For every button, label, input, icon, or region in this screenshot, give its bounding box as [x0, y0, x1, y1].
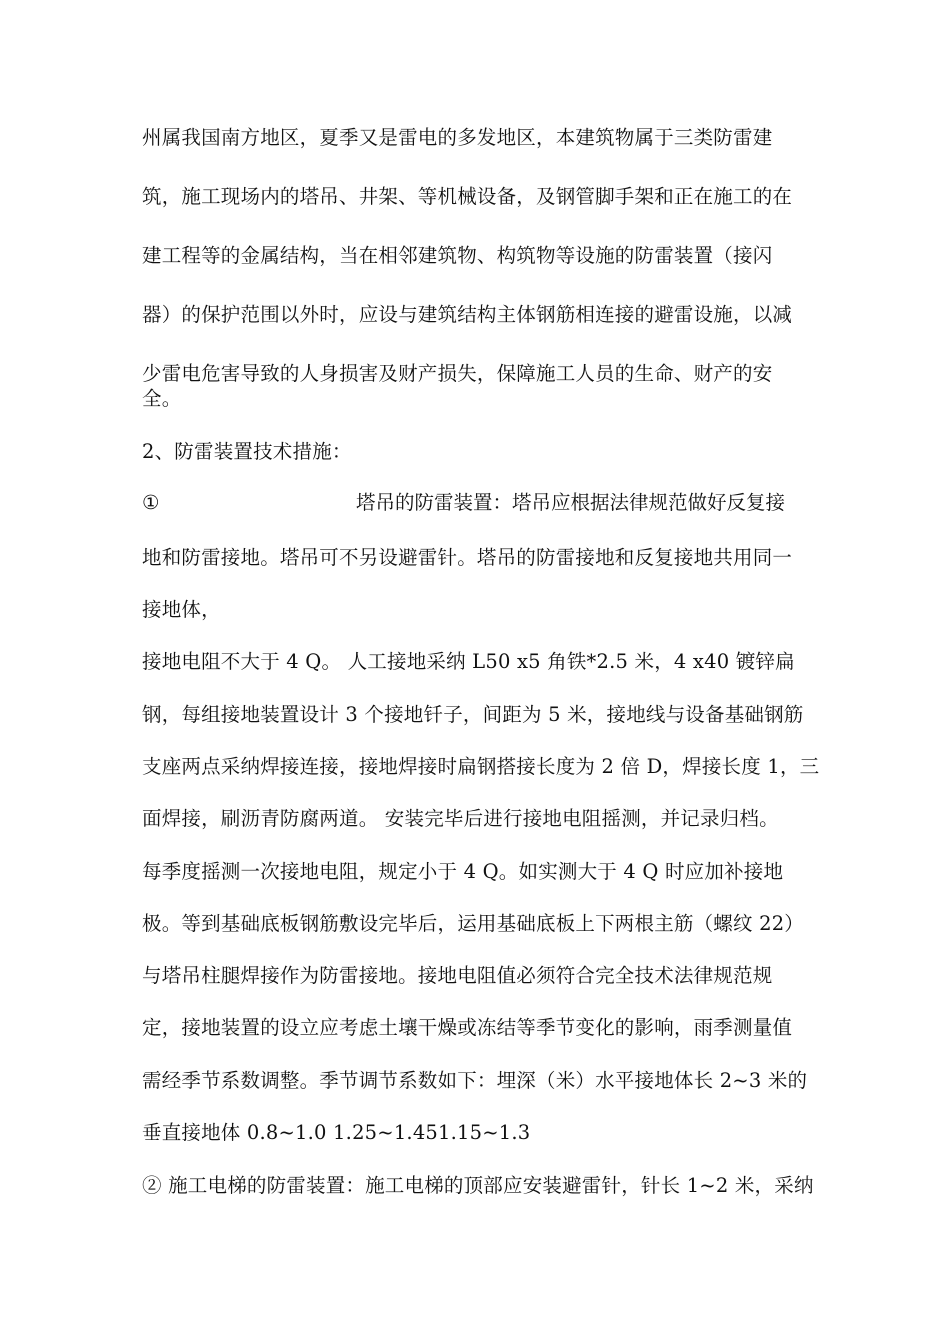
paragraph-line: 建工程等的金属结构，当在相邻建筑物、构筑物等设施的防雷装置（接闪 [142, 244, 773, 267]
paragraph-line: ② 施工电梯的防雷装置：施工电梯的顶部应安装避雷针，针长 1~2 米，采纳 [142, 1174, 814, 1197]
paragraph-line: 定，接地装置的设立应考虑土壤干燥或冻结等季节变化的影响，雨季测量值 [142, 1016, 793, 1039]
paragraph-line: 器）的保护范围以外时，应设与建筑结构主体钢筋相连接的避雷设施，以减 [142, 303, 793, 326]
paragraph-line: 少雷电危害导致的人身损害及财产损失，保障施工人员的生命、财产的安 [142, 362, 773, 385]
item-marker-1: ① [142, 491, 160, 514]
paragraph-line: 极。等到基础底板钢筋敷设完毕后，运用基础底板上下两根主筋（螺纹 22） [142, 912, 805, 935]
paragraph-line: 每季度摇测一次接地电阻，规定小于 4 Q。如实测大于 4 Q 时应加补接地 [142, 860, 784, 883]
paragraph-line: 需经季节系数调整。季节调节系数如下：埋深（米）水平接地体长 2~3 米的 [142, 1069, 808, 1092]
item-1-heading-text: 塔吊的防雷装置：塔吊应根据法律规范做好反复接 [356, 491, 786, 514]
paragraph-line: 筑，施工现场内的塔吊、井架、等机械设备，及钢管脚手架和正在施工的在 [142, 185, 793, 208]
paragraph-line: 地和防雷接地。塔吊可不另设避雷针。塔吊的防雷接地和反复接地共用同一 [142, 546, 793, 569]
paragraph-line: 面焊接，刷沥青防腐两道。 安装完毕后进行接地电阻摇测，并记录归档。 [142, 807, 779, 830]
paragraph-line: 州属我国南方地区，夏季又是雷电的多发地区，本建筑物属于三类防雷建 [142, 126, 773, 149]
paragraph-line: 钢，每组接地装置设计 3 个接地钎子，间距为 5 米，接地线与设备基础钢筋 [142, 703, 804, 726]
section-heading: 2、防雷装置技术措施： [142, 440, 352, 463]
paragraph-line: 支座两点采纳焊接连接，接地焊接时扁钢搭接长度为 2 倍 D，焊接长度 1，三 [142, 755, 820, 778]
paragraph-line: 接地体， [142, 598, 221, 621]
paragraph-line: 与塔吊柱腿焊接作为防雷接地。接地电阻值必须符合完全技术法律规范规 [142, 964, 773, 987]
paragraph-line: 全。 [142, 387, 182, 410]
paragraph-line: 接地电阻不大于 4 Q。 人工接地采纳 L50 x5 角铁*2.5 米，4 x40 镀锌扁 [142, 650, 795, 673]
paragraph-line: 垂直接地体 0.8~1.0 1.25~1.451.15~1.3 [142, 1121, 531, 1144]
